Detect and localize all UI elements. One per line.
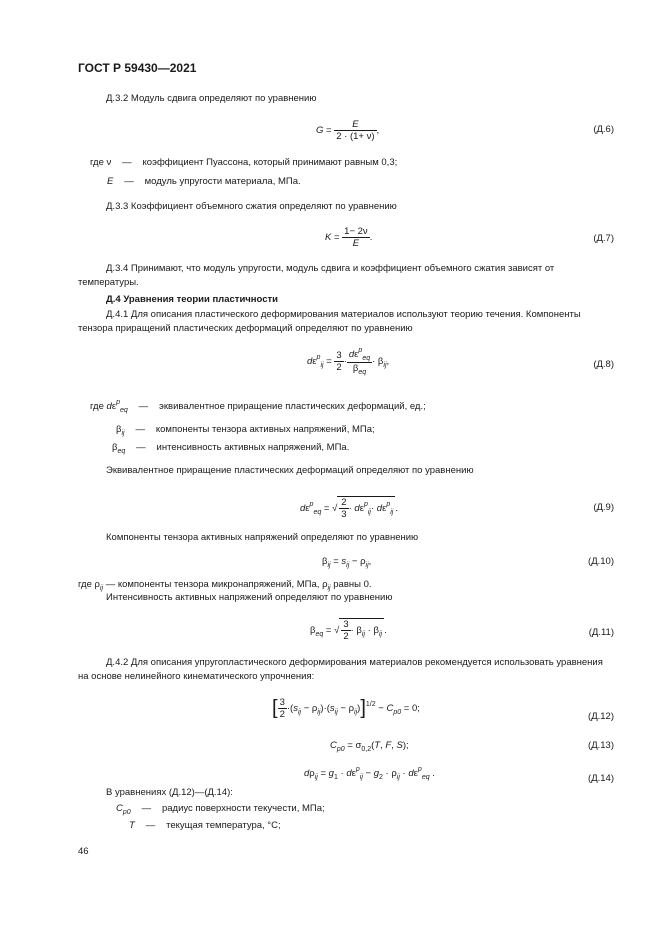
equation-number-d10: (Д.10) <box>588 556 614 567</box>
paragraph-d34: Д.3.4 Принимают, что модуль упругости, модуль сдвига и коэффициент объемного сжатия зависят от температуры. <box>78 263 555 288</box>
equation-d9: $d\varepsilon^p_{eq}$ = √ $\frac{2}{3}$ · $d\varepsilon^p_{ij}\cdot d\varepsilon^p_{ij}$ . <box>300 497 399 520</box>
definition-rho: где $\rho_{ij}$ — компоненты тензора микронапряжений, МПа, $\rho_{ij}$ равны 0. <box>78 579 372 592</box>
page-number: 46 <box>78 846 89 857</box>
equation-number-d11: (Д.11) <box>588 627 614 638</box>
paragraph-equiv-intro: Эквивалентное приращение пластических деформаций определяют по уравнению <box>106 465 474 476</box>
equation-d7: K = $\frac{1- 2\nu}{E}$ . <box>325 226 373 249</box>
paragraph-d33: Д.3.3 Коэффициент объемного сжатия определяют по уравнению <box>106 201 397 212</box>
equation-number-d9: (Д.9) <box>593 502 614 513</box>
equation-d10: $\beta_{ij} = s_{ij} - \rho_{ij}$, <box>322 556 372 569</box>
definition-beta-ij: $\beta_{ij}$ — компоненты тензора активных напряжений, МПа; <box>116 424 375 437</box>
section-title-d4: Д.4 Уравнения теории пластичности <box>106 294 278 305</box>
definition-nu: где ν — коэффициент Пуассона, который принимают равным 0,3; <box>90 157 398 168</box>
definition-cp0: $C_{p0}$ — радиус поверхности текучести, МПа; <box>116 803 325 816</box>
equation-number-d6: (Д.6) <box>593 124 614 135</box>
paragraph-d32: Д.3.2 Модуль сдвига определяют по уравнению <box>106 93 317 104</box>
equation-number-d13: (Д.13) <box>588 740 614 751</box>
equation-number-d12: (Д.12) <box>588 711 614 722</box>
paragraph-active-intro: Компоненты тензора активных напряжений определяют по уравнению <box>106 532 419 543</box>
document-header: ГОСТ Р 59430—2021 <box>78 61 197 75</box>
equation-d6: G = $\frac{E}{2 \cdot (1+ \nu)}$ , <box>316 119 380 142</box>
paragraph-d41: Д.4.1 Для описания пластического деформирования материалов используют теорию течения. Компоненты тензора приращений пластических деформаций определяют по уравнению <box>78 309 581 334</box>
equation-number-d7: (Д.7) <box>593 233 614 244</box>
definition-E: E — модуль упругости материала, МПа. <box>107 176 301 187</box>
definition-T: T — текущая температура, °С; <box>129 820 281 831</box>
equation-d8: $d\varepsilon^p_{ij}$ = $\frac{3}{2}$ · $\frac{d\varepsilon^p_{eq}}{\beta_{eq}}$ · $\beta_{ij}$, <box>307 347 390 376</box>
equation-d14: $d\rho_{ij} = g_1 \cdot d\varepsilon^p_{ij} - g_2 \cdot \rho_{ij} \cdot d\varepsilon^p_{eq}$ . <box>304 766 435 781</box>
definition-beta-eq: $\beta_{eq}$ — интенсивность активных напряжений, МПа. <box>112 442 350 455</box>
equation-d11: $\beta_{eq}$ = √ $\frac{3}{2}$ · $\beta_{ij} \cdot \beta_{ij}$ . <box>310 619 387 642</box>
equation-d13: $C_{p0} = \sigma_{0,2}(T$, F, S); <box>330 740 409 753</box>
paragraph-in-eqs: В уравнениях (Д.12)—(Д.14): <box>106 787 233 798</box>
paragraph-d42: Д.4.2 Для описания упругопластического деформирования материалов рекомендуется использовать уравнения на основе нелинейного кинематического упрочнения: <box>78 657 603 682</box>
equation-number-d8: (Д.8) <box>593 359 614 370</box>
paragraph-intensity-intro: Интенсивность активных напряжений определяют по уравнению <box>106 592 393 603</box>
equation-number-d14: (Д.14) <box>588 773 614 784</box>
definition-deps: где $d\varepsilon^p_{eq}$ — эквивалентное приращение пластических деформаций, ед.; <box>90 399 426 414</box>
equation-d12: [ $\frac{3}{2}$ $\cdot(s_{ij} - \rho_{ij})\cdot(s_{ij} - \rho_{ij})]^{1/2} - C_{p0} = 0$; <box>272 697 420 720</box>
